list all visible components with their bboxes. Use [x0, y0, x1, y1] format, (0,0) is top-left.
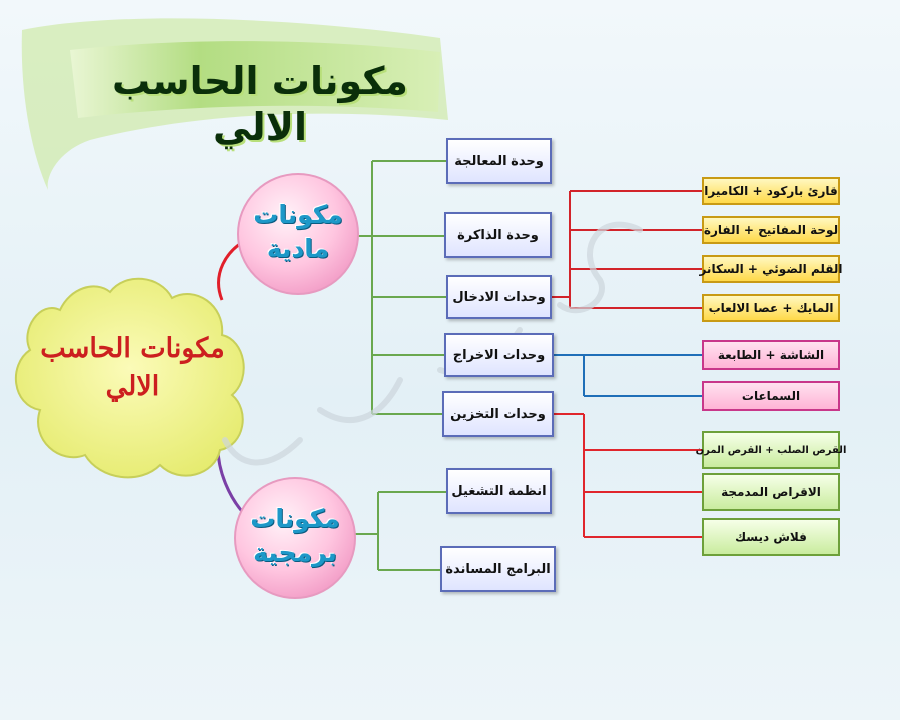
output-device-links: [554, 355, 702, 396]
software-category-label: [235, 502, 355, 570]
center-topic-line1: مكونات الحاسب: [40, 333, 225, 364]
unit-storage: وحدات التخزين: [442, 391, 554, 437]
storage-device-item: القرص الصلب + القرص المرن: [702, 431, 840, 469]
input-device-item: قارئ باركود + الكاميرا: [702, 177, 840, 205]
center-topic-line2: الالي: [105, 371, 160, 402]
storage-device-links: [554, 414, 702, 537]
hardware-category-label: [238, 198, 358, 266]
unit-input: وحدات الادخال: [446, 275, 552, 319]
unit-operating-systems: انظمة التشغيل: [446, 468, 552, 514]
unit-support-programs: البرامج المساندة: [440, 546, 556, 592]
storage-device-item: فلاش ديسك: [702, 518, 840, 556]
hardware-line2: مادية: [266, 234, 330, 263]
input-device-item: المايك + عصا الالعاب: [702, 294, 840, 322]
unit-output: وحدات الاخراج: [444, 333, 554, 377]
software-line2: برمجية: [253, 538, 337, 567]
hardware-unit-links: [352, 161, 446, 414]
output-device-item: الشاشة + الطابعة: [702, 340, 840, 370]
output-device-item: السماعات: [702, 381, 840, 411]
software-line1: مكونات: [250, 504, 340, 533]
unit-processing: وحدة المعالجة: [446, 138, 552, 184]
input-device-item: القلم الضوئي + السكانر: [702, 255, 840, 283]
page-title: مكونات الحاسب الالي: [112, 59, 408, 149]
unit-memory: وحدة الذاكرة: [444, 212, 552, 258]
hardware-line1: مكونات: [253, 200, 343, 229]
input-device-item: لوحة المفاتيح + الفارة: [702, 216, 840, 244]
software-unit-links: [352, 492, 446, 570]
input-device-links: [552, 191, 702, 308]
storage-device-item: الاقراص المدمجة: [702, 473, 840, 511]
center-topic-label: [30, 330, 235, 406]
